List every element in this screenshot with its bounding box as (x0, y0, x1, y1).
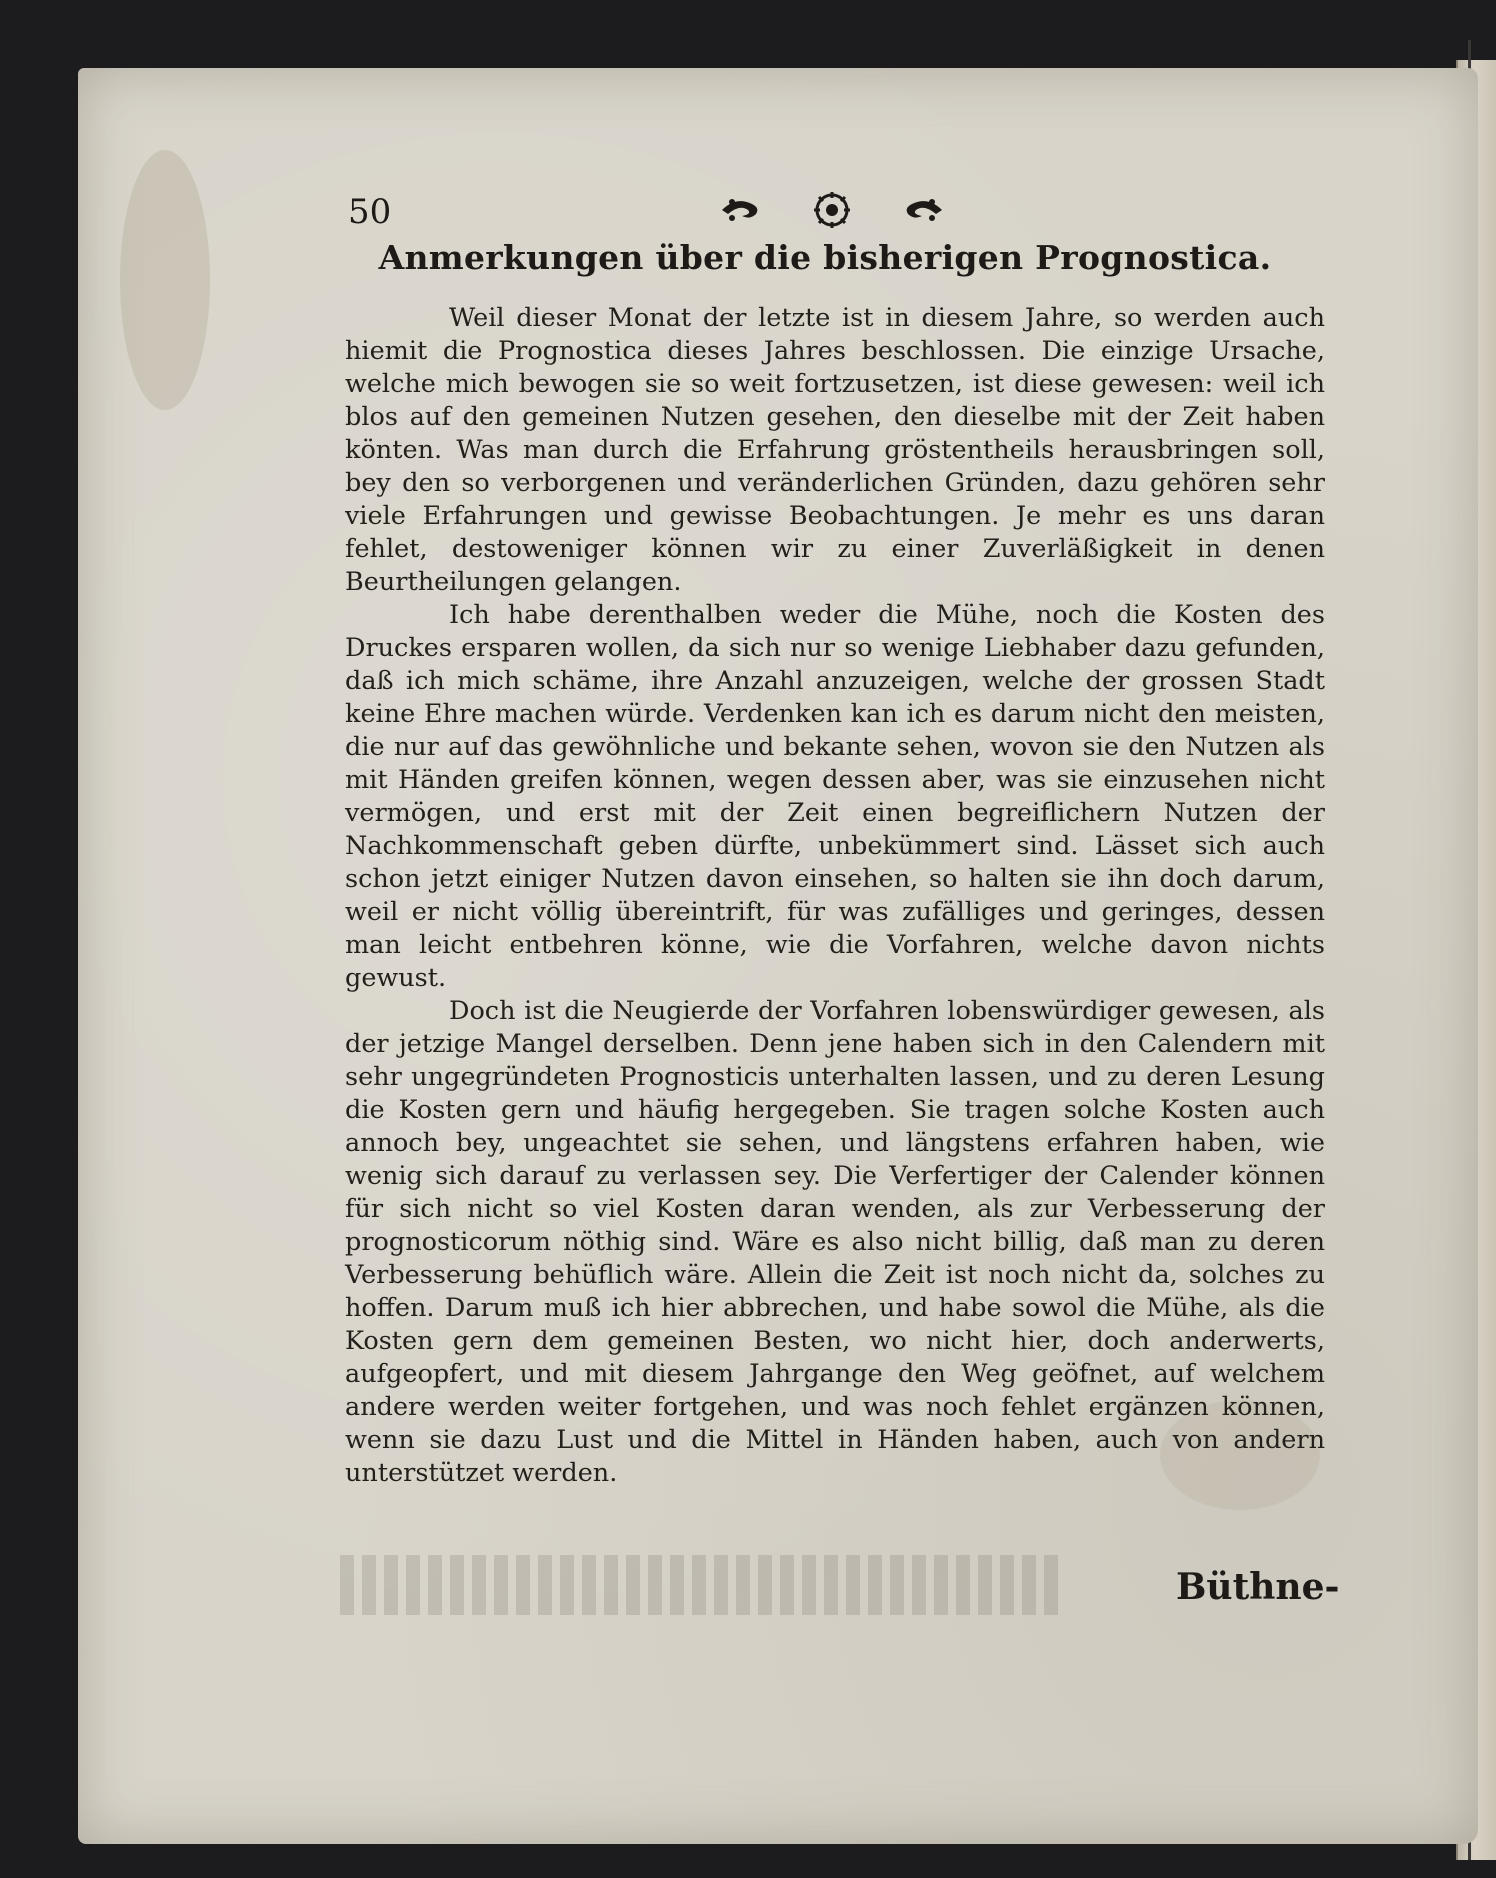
printer-ornament-icon (712, 188, 952, 232)
section-title: Anmerkungen über die bisherigen Prognostica. (378, 238, 1272, 277)
page-number: 50 (348, 192, 392, 232)
body-text (345, 302, 1325, 1490)
paragraph: Doch ist die Neugierde der Vorfahren lobenswürdiger gewesen, als der jetzige Mangel derselben. Denn jene haben sich in den Calendern mit sehr ungegründeten Prognosticis unterhalten lassen, und zu deren Lesung die Kosten gern und häufig hergegeben. Sie tragen solche Kosten auch annoch bey, ungeachtet sie sehen, und längstens erfahren haben, wie wenig sich darauf zu verlassen sey. Die Verfertiger der Calender können für sich nicht so viel Kosten daran wenden, als zur Verbesserung der prognosticorum nöthig sind. Wäre es also nicht billig, daß man zu deren Verbesserung behüflich wäre. Allein die Zeit ist noch nicht da, solches zu hoffen. Darum muß ich hier abbrechen, und habe sowol die Mühe, als die Kosten gern dem gemeinen Besten, wo nicht hier, doch anderwerts, aufgeopfert, und mit diesem Jahrgange den Weg geöfnet, auf welchem andere werden weiter fortgehen, und was noch fehlet ergänzen können, wenn sie dazu Lust und die Mittel in Händen haben, auch von andern unterstützet werden. (345, 996, 1325, 1488)
paragraph: Weil dieser Monat der letzte ist in diesem Jahre, so werden auch hiemit die Prognostica dieses Jahres beschlossen. Die einzige Ursache, welche mich bewogen sie so weit fortzusetzen, ist diese gewesen: weil ich blos auf den gemeinen Nutzen gesehen, den dieselbe mit der Zeit haben könten. Was man durch die Erfahrung gröstentheils herausbringen soll, bey den so verborgenen und veränderlichen Gründen, dazu gehören sehr viele Erfahrungen und gewisse Beobachtungen. Je mehr es uns daran fehlet, destoweniger können wir zu einer Zuverläßigkeit in denen Beurtheilungen gelangen. (345, 303, 1325, 597)
show-through-text (340, 1555, 1060, 1615)
catchword: Büthne- (1176, 1566, 1340, 1608)
paragraph: Ich habe derenthalben weder die Mühe, noch die Kosten des Druckes ersparen wollen, da sich nur so wenige Liebhaber dazu gefunden, daß ich mich schäme, ihre Anzahl anzuzeigen, welche der grossen Stadt keine Ehre machen würde. Verdenken kan ich es darum nicht den meisten, die nur auf das gewöhnliche und bekante sehen, wovon sie den Nutzen als mit Händen greifen können, wegen dessen aber, was sie einzusehen nicht vermögen, und erst mit der Zeit einen begreiflichern Nutzen der Nachkommenschaft geben dürfte, unbekümmert sind. Lässet sich auch schon jetzt einiger Nutzen davon einsehen, so halten sie ihn doch darum, weil er nicht völlig übereintrift, für was zufälliges und geringes, dessen man leicht entbehren könne, wie die Vorfahren, welche davon nichts gewust. (345, 600, 1325, 993)
page-header (340, 188, 1320, 234)
paper-stain (120, 150, 210, 410)
